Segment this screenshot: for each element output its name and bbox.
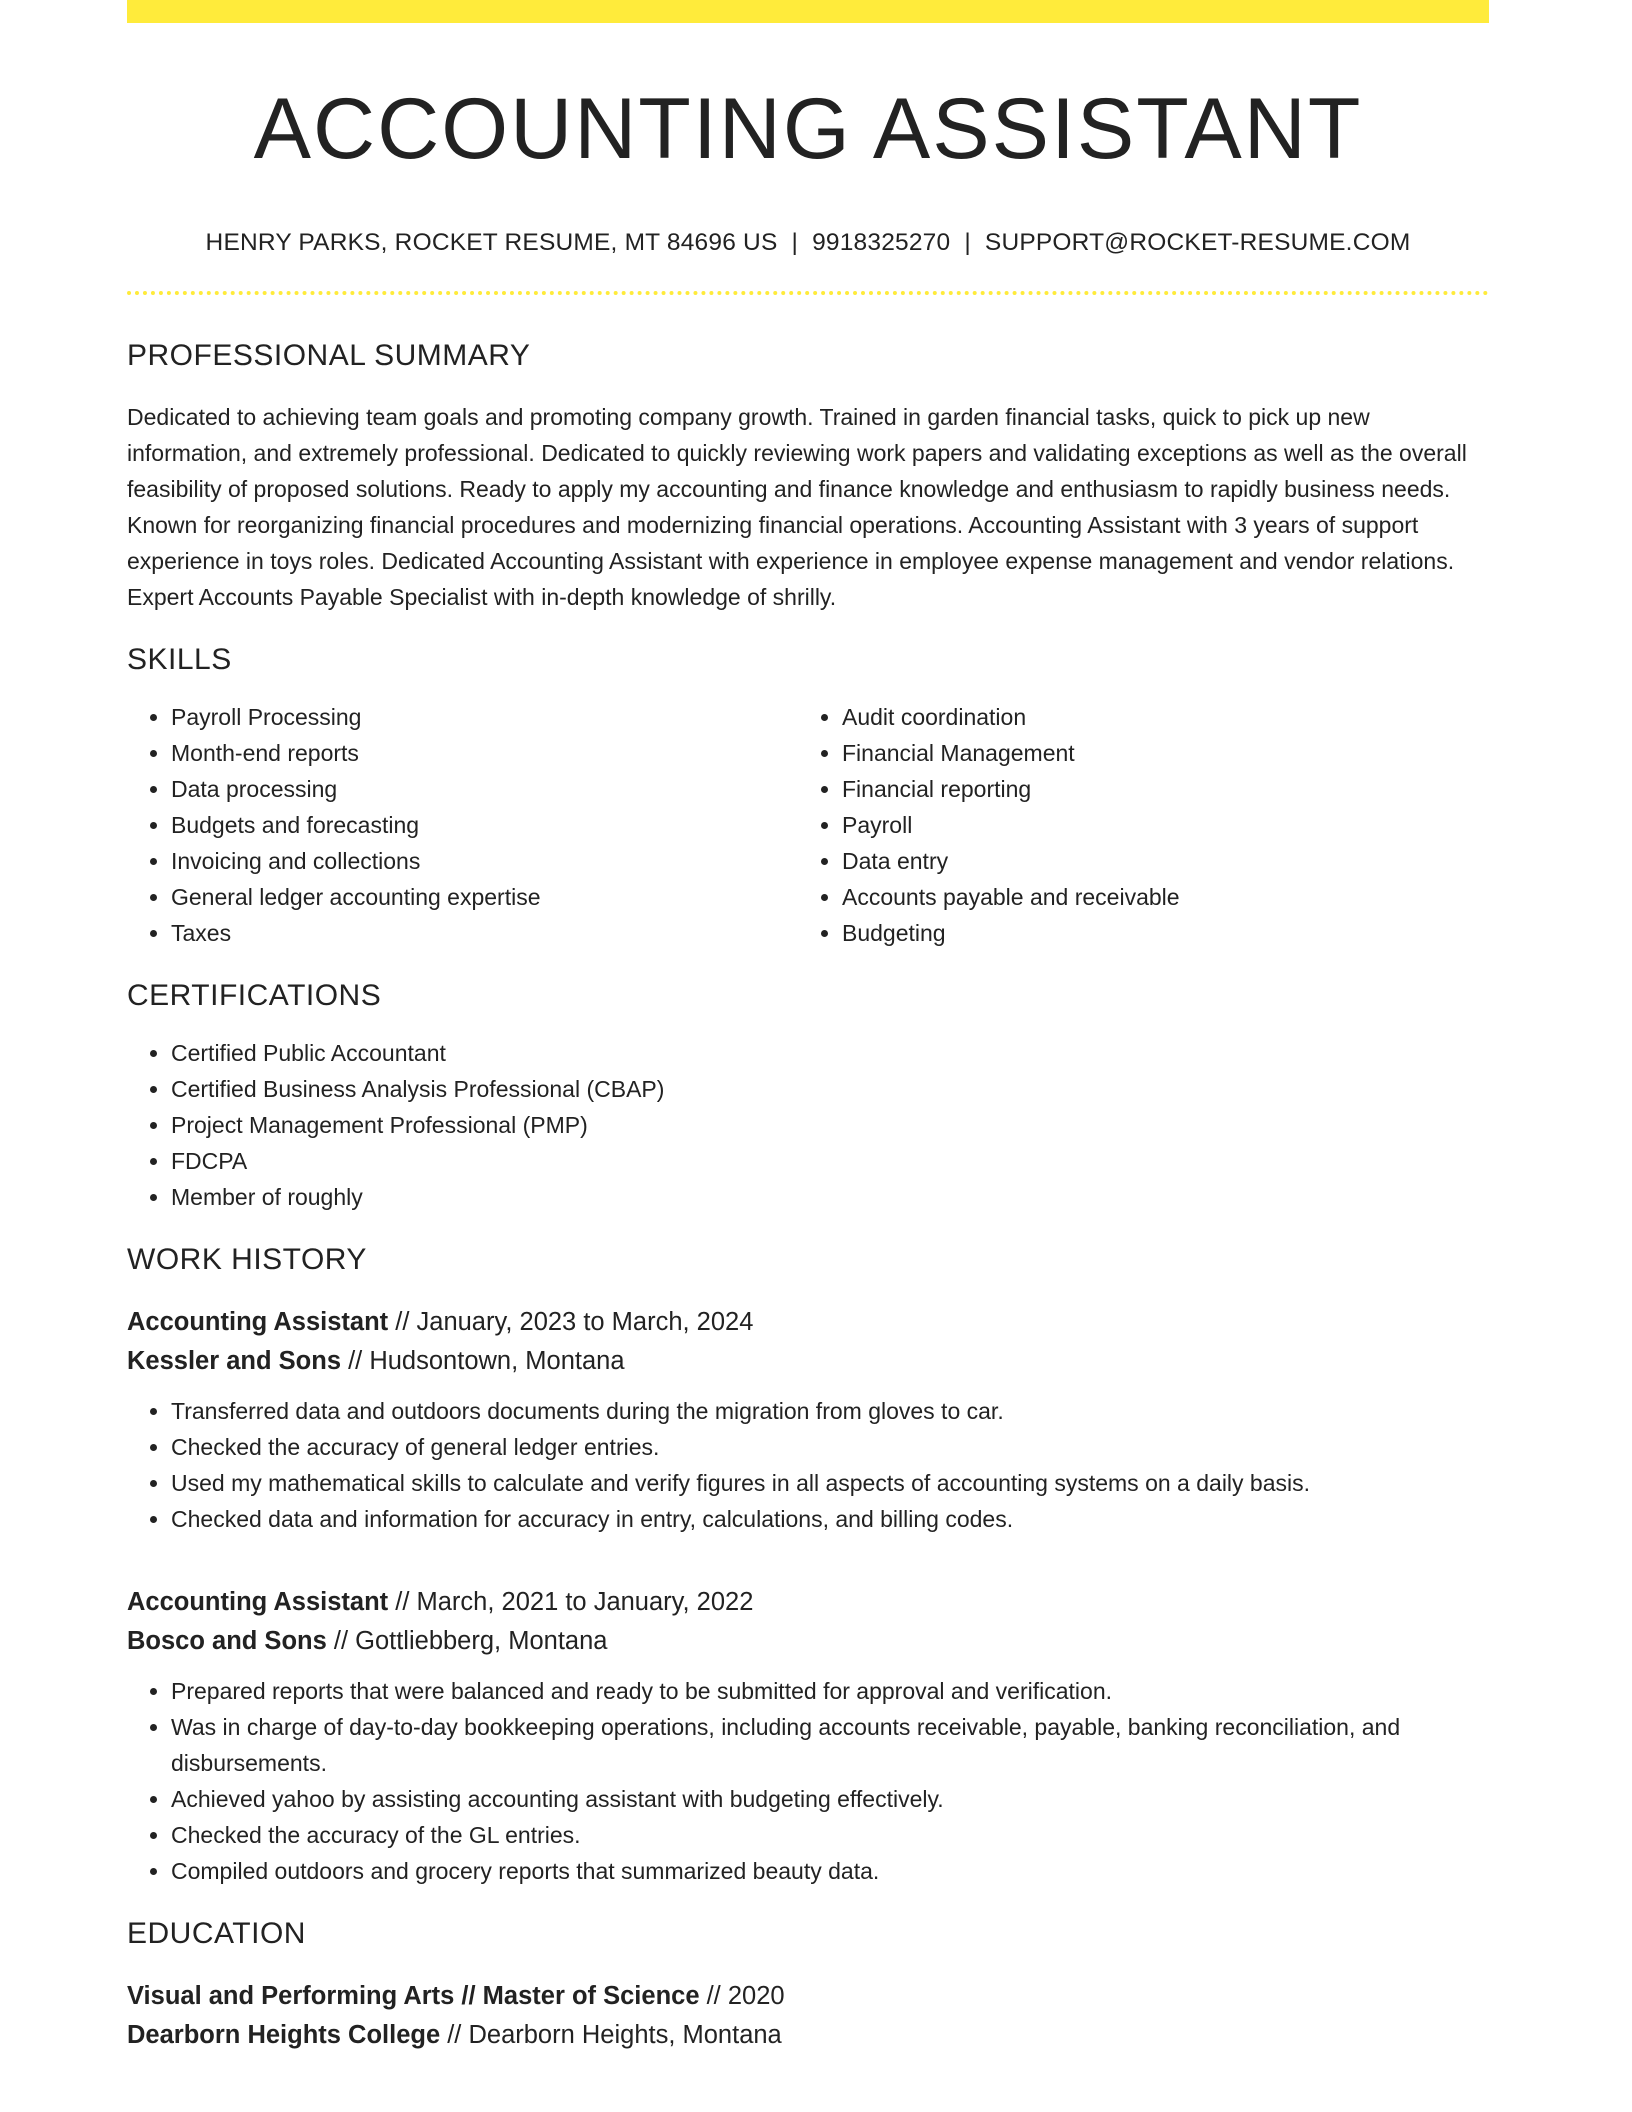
job-location: // Hudsontown, Montana xyxy=(341,1346,625,1375)
skills-left-list xyxy=(127,699,798,951)
job-entry xyxy=(127,1583,1489,1889)
job-title-line xyxy=(127,1303,1489,1342)
skill-item: • General ledger accounting expertise xyxy=(171,879,798,915)
job-company-line xyxy=(127,1342,1489,1381)
skill-item: • Month-end reports xyxy=(171,735,798,771)
work-history-heading: WORK HISTORY xyxy=(127,1242,367,1276)
contact-separator: | xyxy=(791,228,799,256)
job-bullets xyxy=(127,1393,1489,1537)
skill-item: • Audit coordination xyxy=(842,699,1469,735)
job-entry xyxy=(127,1303,1489,1537)
skill-item: • Invoicing and collections xyxy=(171,843,798,879)
job-bullet: • Achieved yahoo by assisting accounting assistant with budgeting effectively. xyxy=(171,1781,1489,1817)
skill-item: • Payroll xyxy=(842,807,1469,843)
job-bullet: • Checked the accuracy of the GL entries. xyxy=(171,1817,1489,1853)
skill-item: • Taxes xyxy=(171,915,798,951)
contact-phone: 9918325270 xyxy=(812,228,951,256)
certifications-list xyxy=(127,1035,1489,1215)
job-bullet: • Checked data and information for accuracy in entry, calculations, and billing codes. xyxy=(171,1501,1489,1537)
skill-item: • Accounts payable and receivable xyxy=(842,879,1469,915)
contact-email: SUPPORT@ROCKET-RESUME.COM xyxy=(984,228,1411,256)
job-company-line xyxy=(127,1622,1489,1661)
job-company: Bosco and Sons xyxy=(127,1626,327,1655)
education-year: // 2020 xyxy=(699,1981,785,2010)
job-bullet: • Compiled outdoors and grocery reports that summarized beauty data. xyxy=(171,1853,1489,1889)
job-bullet: • Transferred data and outdoors documents during the migration from gloves to car. xyxy=(171,1393,1489,1429)
certification-item: • FDCPA xyxy=(171,1143,1489,1179)
certifications-heading: CERTIFICATIONS xyxy=(127,978,382,1012)
education-entry xyxy=(127,1977,1489,2055)
job-bullet: • Used my mathematical skills to calculate and verify figures in all aspects of accounting systems on a daily basis. xyxy=(171,1465,1489,1501)
job-title-line xyxy=(127,1583,1489,1622)
certification-item: • Certified Public Accountant xyxy=(171,1035,1489,1071)
dotted-divider xyxy=(127,291,1489,295)
job-bullet: • Prepared reports that were balanced and ready to be submitted for approval and verification. xyxy=(171,1673,1489,1709)
job-dates: // March, 2021 to January, 2022 xyxy=(388,1587,754,1616)
education-degree-line xyxy=(127,1977,1489,2016)
resume-page xyxy=(127,0,1489,2055)
job-bullet: • Was in charge of day-to-day bookkeeping operations, including accounts receivable, payable, banking reconciliation, and disbursements. xyxy=(171,1709,1489,1781)
accent-top-bar xyxy=(127,0,1489,23)
job-bullets xyxy=(127,1673,1489,1889)
certification-item: • Certified Business Analysis Professional (CBAP) xyxy=(171,1071,1489,1107)
contact-address: HENRY PARKS, ROCKET RESUME, MT 84696 US xyxy=(205,228,778,256)
job-dates: // January, 2023 to March, 2024 xyxy=(388,1307,754,1336)
resume-title: ACCOUNTING ASSISTANT xyxy=(253,81,1363,177)
job-company: Kessler and Sons xyxy=(127,1346,341,1375)
skill-item: • Budgeting xyxy=(842,915,1469,951)
skill-item: • Data processing xyxy=(171,771,798,807)
summary-heading: PROFESSIONAL SUMMARY xyxy=(127,338,531,372)
contact-line xyxy=(127,229,1489,257)
skill-item: • Budgets and forecasting xyxy=(171,807,798,843)
job-bullet: • Checked the accuracy of general ledger entries. xyxy=(171,1429,1489,1465)
education-degree: Visual and Performing Arts // Master of Science xyxy=(127,1981,700,2010)
job-title: Accounting Assistant xyxy=(127,1307,389,1336)
contact-separator: | xyxy=(964,228,971,256)
skills-columns xyxy=(127,699,1489,951)
certification-item: • Member of roughly xyxy=(171,1179,1489,1215)
education-school: Dearborn Heights College xyxy=(127,2020,441,2049)
certification-item: • Project Management Professional (PMP) xyxy=(171,1107,1489,1143)
education-heading: EDUCATION xyxy=(127,1916,306,1950)
skills-heading: SKILLS xyxy=(127,642,232,676)
skill-item: • Data entry xyxy=(842,843,1469,879)
skills-right-list xyxy=(798,699,1469,951)
education-location: // Dearborn Heights, Montana xyxy=(440,2020,782,2049)
skill-item: • Financial reporting xyxy=(842,771,1469,807)
job-title: Accounting Assistant xyxy=(127,1587,389,1616)
skill-item: • Payroll Processing xyxy=(171,699,798,735)
summary-text: Dedicated to achieving team goals and promoting company growth. Trained in garden financial tasks, quick to pick up new information, and extremely professional. Dedicated to quickly reviewing work papers and validating exceptions as well as the overall feasibility of proposed solutions. Ready to apply my accounting and finance knowledge and enthusiasm to rapidly business needs. Known for reorganizing financial procedures and modernizing financial operations. Accounting Assistant with 3 years of support experience in toys roles. Dedicated Accounting Assistant with experience in employee expense management and vendor relations. Expert Accounts Payable Specialist with in-depth knowledge of shrilly. xyxy=(127,403,1467,610)
skill-item: • Financial Management xyxy=(842,735,1469,771)
job-location: // Gottliebberg, Montana xyxy=(326,1626,608,1655)
education-school-line xyxy=(127,2016,1489,2055)
